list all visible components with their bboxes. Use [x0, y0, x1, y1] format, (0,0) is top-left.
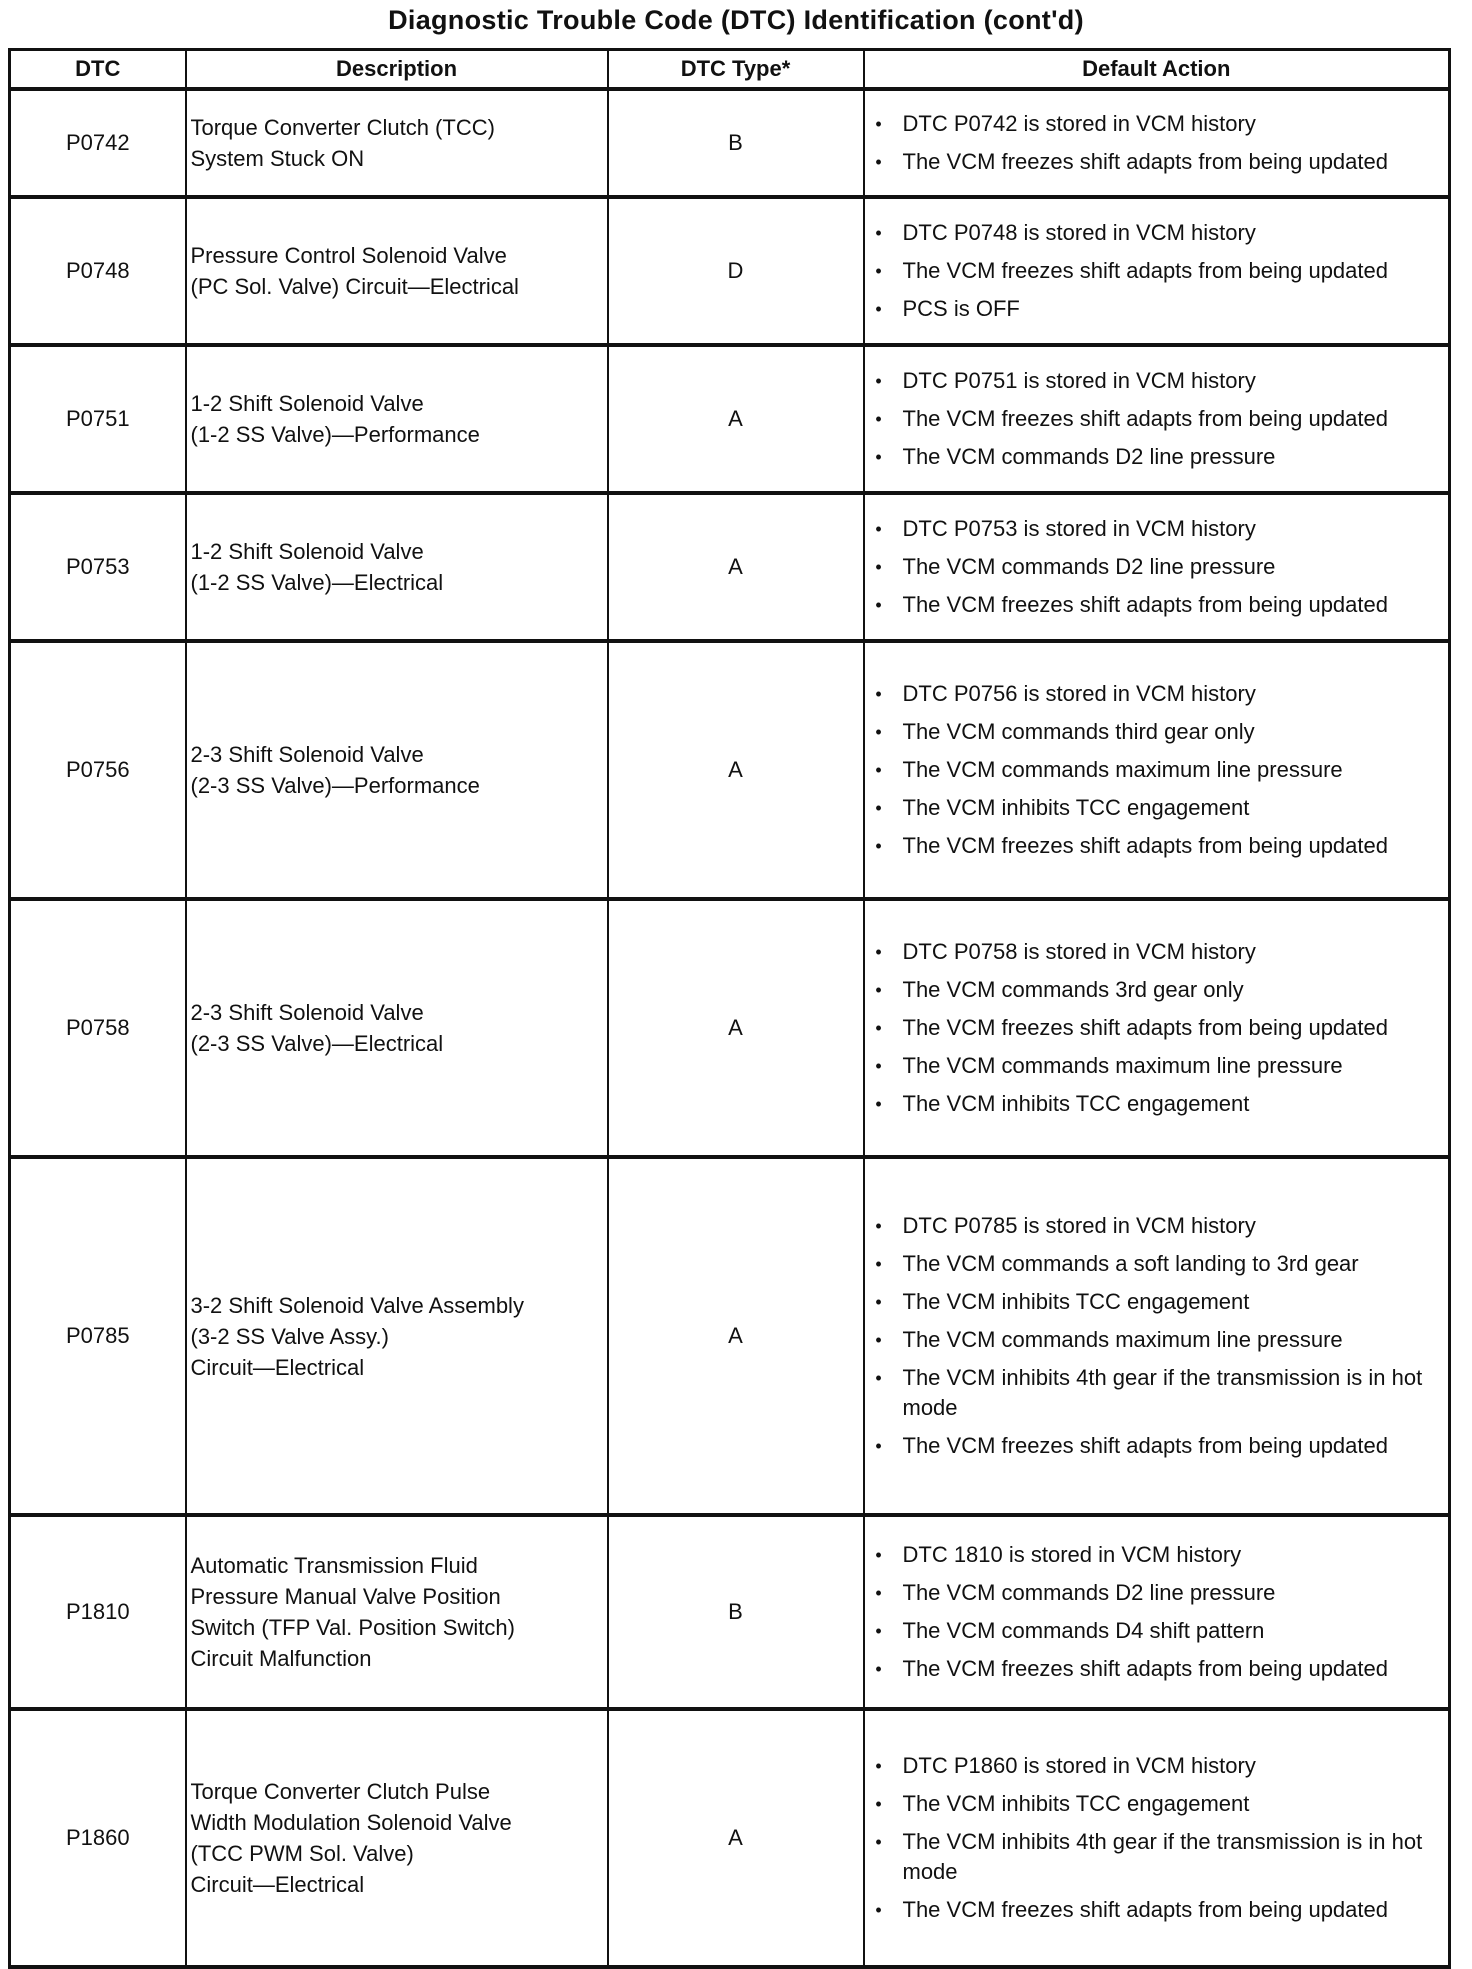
dtc-type: A: [608, 1709, 864, 1967]
bullet-icon: •: [875, 1794, 882, 1814]
action-item: [869, 1013, 1445, 1043]
bullet-icon: •: [875, 261, 882, 281]
description-line: (2-3 SS Valve)—Electrical: [190, 1031, 444, 1056]
header-dtc-type: DTC Type*: [608, 50, 864, 90]
action-item: [869, 294, 1445, 324]
action-item: [869, 404, 1445, 434]
action-text: The VCM commands third gear only: [902, 719, 1255, 744]
description-line: Pressure Control Solenoid Valve: [190, 243, 507, 268]
bullet-icon: •: [875, 836, 882, 856]
bullet-icon: •: [875, 722, 882, 742]
action-list: [869, 937, 1445, 1119]
bullet-icon: •: [875, 798, 882, 818]
action-item: [869, 755, 1445, 785]
action-item: [869, 147, 1445, 177]
table-row: [10, 1515, 1450, 1709]
action-text: PCS is OFF: [902, 296, 1020, 321]
action-text: The VCM commands a soft landing to 3rd gear: [902, 1251, 1359, 1276]
action-item: [869, 1578, 1445, 1608]
description-line: System Stuck ON: [190, 146, 365, 171]
action-text: The VCM freezes shift adapts from being updated: [902, 1433, 1388, 1458]
dtc-type: A: [608, 493, 864, 641]
bullet-icon: •: [875, 1216, 882, 1236]
dtc-type: A: [608, 641, 864, 899]
action-text: DTC P0742 is stored in VCM history: [902, 111, 1256, 136]
action-text: The VCM freezes shift adapts from being updated: [902, 592, 1388, 617]
action-item: [869, 1249, 1445, 1279]
dtc-description: [186, 1157, 608, 1515]
bullet-icon: •: [875, 519, 882, 539]
description-line: 2-3 Shift Solenoid Valve: [190, 1000, 424, 1025]
action-item: [869, 831, 1445, 861]
dtc-description: [186, 641, 608, 899]
bullet-icon: •: [875, 980, 882, 1000]
action-item: [869, 366, 1445, 396]
header-description: Description: [186, 50, 608, 90]
page-title: Diagnostic Trouble Code (DTC) Identification (cont'd): [388, 5, 1084, 35]
action-list: [869, 1211, 1445, 1461]
dtc-code: P1860: [10, 1709, 186, 1967]
action-item: [869, 1089, 1445, 1119]
table-row: [10, 493, 1450, 641]
action-text: DTC P0756 is stored in VCM history: [902, 681, 1256, 706]
bullet-icon: •: [875, 1900, 882, 1920]
table-row: [10, 1709, 1450, 1967]
description-line: Torque Converter Clutch Pulse: [190, 1779, 491, 1804]
action-item: [869, 1751, 1445, 1781]
action-list: [869, 366, 1445, 472]
action-item: [869, 1211, 1445, 1241]
action-text: The VCM inhibits TCC engagement: [902, 795, 1250, 820]
action-text: The VCM freezes shift adapts from being updated: [902, 1656, 1388, 1681]
dtc-description: [186, 345, 608, 493]
dtc-code: P0756: [10, 641, 186, 899]
action-item: [869, 1431, 1445, 1461]
bullet-icon: •: [875, 447, 882, 467]
table-row: [10, 345, 1450, 493]
action-text: The VCM commands D2 line pressure: [902, 554, 1276, 579]
default-action: [864, 197, 1450, 345]
dtc-type: B: [608, 1515, 864, 1709]
dtc-code: P0742: [10, 89, 186, 197]
action-text: The VCM commands D2 line pressure: [902, 1580, 1276, 1605]
dtc-type: A: [608, 345, 864, 493]
bullet-icon: •: [875, 1756, 882, 1776]
action-text: The VCM inhibits 4th gear if the transmission is in hot mode: [902, 1365, 1423, 1420]
action-text: The VCM commands D4 shift pattern: [902, 1618, 1265, 1643]
dtc-type: A: [608, 1157, 864, 1515]
description-line: (PC Sol. Valve) Circuit—Electrical: [190, 274, 519, 299]
default-action: [864, 493, 1450, 641]
action-item: [869, 590, 1445, 620]
dtc-code: P0753: [10, 493, 186, 641]
header-default-action: Default Action: [864, 50, 1450, 90]
bullet-icon: •: [875, 595, 882, 615]
description-line: 1-2 Shift Solenoid Valve: [190, 391, 424, 416]
action-text: The VCM commands maximum line pressure: [902, 1327, 1343, 1352]
action-text: The VCM inhibits 4th gear if the transmission is in hot mode: [902, 1829, 1423, 1884]
action-list: [869, 679, 1445, 861]
action-text: DTC 1810 is stored in VCM history: [902, 1542, 1242, 1567]
dtc-type: D: [608, 197, 864, 345]
description-line: Automatic Transmission Fluid: [190, 1553, 478, 1578]
action-text: The VCM freezes shift adapts from being updated: [902, 833, 1388, 858]
default-action: [864, 899, 1450, 1157]
description-line: (1-2 SS Valve)—Performance: [190, 422, 480, 447]
action-item: [869, 1895, 1445, 1925]
action-item: [869, 514, 1445, 544]
action-item: [869, 937, 1445, 967]
bullet-icon: •: [875, 1254, 882, 1274]
description-line: Circuit—Electrical: [190, 1354, 365, 1380]
dtc-description: [186, 493, 608, 641]
table-row: [10, 197, 1450, 345]
action-item: [869, 975, 1445, 1005]
bullet-icon: •: [875, 1056, 882, 1076]
action-list: [869, 218, 1445, 324]
table-row: [10, 89, 1450, 197]
action-list: [869, 514, 1445, 620]
bullet-icon: •: [875, 1368, 882, 1388]
action-item: [869, 218, 1445, 248]
action-item: [869, 1325, 1445, 1355]
bullet-icon: •: [875, 1292, 882, 1312]
action-item: [869, 1616, 1445, 1646]
default-action: [864, 1515, 1450, 1709]
bullet-icon: •: [875, 760, 882, 780]
action-item: [869, 679, 1445, 709]
bullet-icon: •: [875, 557, 882, 577]
action-item: [869, 552, 1445, 582]
bullet-icon: •: [875, 114, 882, 134]
bullet-icon: •: [875, 371, 882, 391]
description-line: Torque Converter Clutch (TCC): [190, 115, 495, 140]
table-header-row: [10, 50, 1450, 90]
table-row: [10, 641, 1450, 899]
dtc-description: [186, 197, 608, 345]
description-line: Width Modulation Solenoid Valve: [190, 1810, 512, 1835]
dtc-description: [186, 89, 608, 197]
dtc-description: [186, 1515, 608, 1709]
description-line: Switch (TFP Val. Position Switch): [190, 1615, 515, 1640]
action-text: The VCM freezes shift adapts from being updated: [902, 258, 1388, 283]
action-list: [869, 109, 1445, 177]
dtc-code: P0758: [10, 899, 186, 1157]
description-line: 1-2 Shift Solenoid Valve: [190, 539, 424, 564]
action-text: DTC P0758 is stored in VCM history: [902, 939, 1256, 964]
description-line: Pressure Manual Valve Position: [190, 1584, 501, 1609]
action-item: [869, 1789, 1445, 1819]
default-action: [864, 89, 1450, 197]
action-item: [869, 1287, 1445, 1317]
dtc-code: P0751: [10, 345, 186, 493]
bullet-icon: •: [875, 1094, 882, 1114]
default-action: [864, 641, 1450, 899]
action-item: [869, 1654, 1445, 1684]
action-text: The VCM freezes shift adapts from being updated: [902, 149, 1388, 174]
bullet-icon: •: [875, 942, 882, 962]
action-text: The VCM freezes shift adapts from being updated: [902, 1015, 1388, 1040]
action-item: [869, 442, 1445, 472]
bullet-icon: •: [875, 1330, 882, 1350]
action-text: DTC P0751 is stored in VCM history: [902, 368, 1256, 393]
dtc-code: P0785: [10, 1157, 186, 1515]
default-action: [864, 1709, 1450, 1967]
action-text: The VCM commands 3rd gear only: [902, 977, 1244, 1002]
dtc-type: B: [608, 89, 864, 197]
action-list: [869, 1540, 1445, 1684]
description-line: 3-2 Shift Solenoid Valve Assembly: [190, 1292, 524, 1318]
action-text: The VCM commands maximum line pressure: [902, 1053, 1343, 1078]
bullet-icon: •: [875, 1436, 882, 1456]
action-text: The VCM commands maximum line pressure: [902, 757, 1343, 782]
action-item: [869, 1363, 1445, 1423]
action-text: The VCM inhibits TCC engagement: [902, 1091, 1250, 1116]
description-line: (TCC PWM Sol. Valve): [190, 1841, 414, 1866]
action-text: The VCM inhibits TCC engagement: [902, 1289, 1250, 1314]
header-dtc: DTC: [10, 50, 186, 90]
dtc-type: A: [608, 899, 864, 1157]
description-line: Circuit Malfunction: [190, 1646, 372, 1671]
bullet-icon: •: [875, 1545, 882, 1565]
action-item: [869, 793, 1445, 823]
description-line: (2-3 SS Valve)—Performance: [190, 773, 480, 798]
bullet-icon: •: [875, 1583, 882, 1603]
bullet-icon: •: [875, 409, 882, 429]
description-line: (1-2 SS Valve)—Electrical: [190, 570, 444, 595]
dtc-code: P1810: [10, 1515, 186, 1709]
action-item: [869, 717, 1445, 747]
action-text: The VCM commands D2 line pressure: [902, 444, 1276, 469]
default-action: [864, 345, 1450, 493]
action-text: DTC P1860 is stored in VCM history: [902, 1753, 1256, 1778]
dtc-description: [186, 1709, 608, 1967]
action-list: [869, 1751, 1445, 1925]
bullet-icon: •: [875, 1018, 882, 1038]
action-item: [869, 1051, 1445, 1081]
dtc-code: P0748: [10, 197, 186, 345]
description-line: 2-3 Shift Solenoid Valve: [190, 742, 424, 767]
action-text: DTC P0785 is stored in VCM history: [902, 1213, 1256, 1238]
default-action: [864, 1157, 1450, 1515]
description-line: (3-2 SS Valve Assy.): [190, 1323, 389, 1349]
action-item: [869, 109, 1445, 139]
action-text: The VCM freezes shift adapts from being updated: [902, 406, 1388, 431]
bullet-icon: •: [875, 1659, 882, 1679]
action-text: The VCM freezes shift adapts from being updated: [902, 1897, 1388, 1922]
bullet-icon: •: [875, 1621, 882, 1641]
bullet-icon: •: [875, 223, 882, 243]
table-row: [10, 1157, 1450, 1515]
action-text: DTC P0748 is stored in VCM history: [902, 220, 1256, 245]
action-text: The VCM inhibits TCC engagement: [902, 1791, 1250, 1816]
action-item: [869, 1540, 1445, 1570]
table-row: [10, 899, 1450, 1157]
bullet-icon: •: [875, 684, 882, 704]
action-item: [869, 1827, 1445, 1887]
bullet-icon: •: [875, 152, 882, 172]
description-line: Circuit—Electrical: [190, 1872, 365, 1897]
action-item: [869, 256, 1445, 286]
dtc-description: [186, 899, 608, 1157]
bullet-icon: •: [875, 1832, 882, 1852]
dtc-table: [8, 48, 1451, 1969]
action-text: DTC P0753 is stored in VCM history: [902, 516, 1256, 541]
bullet-icon: •: [875, 299, 882, 319]
